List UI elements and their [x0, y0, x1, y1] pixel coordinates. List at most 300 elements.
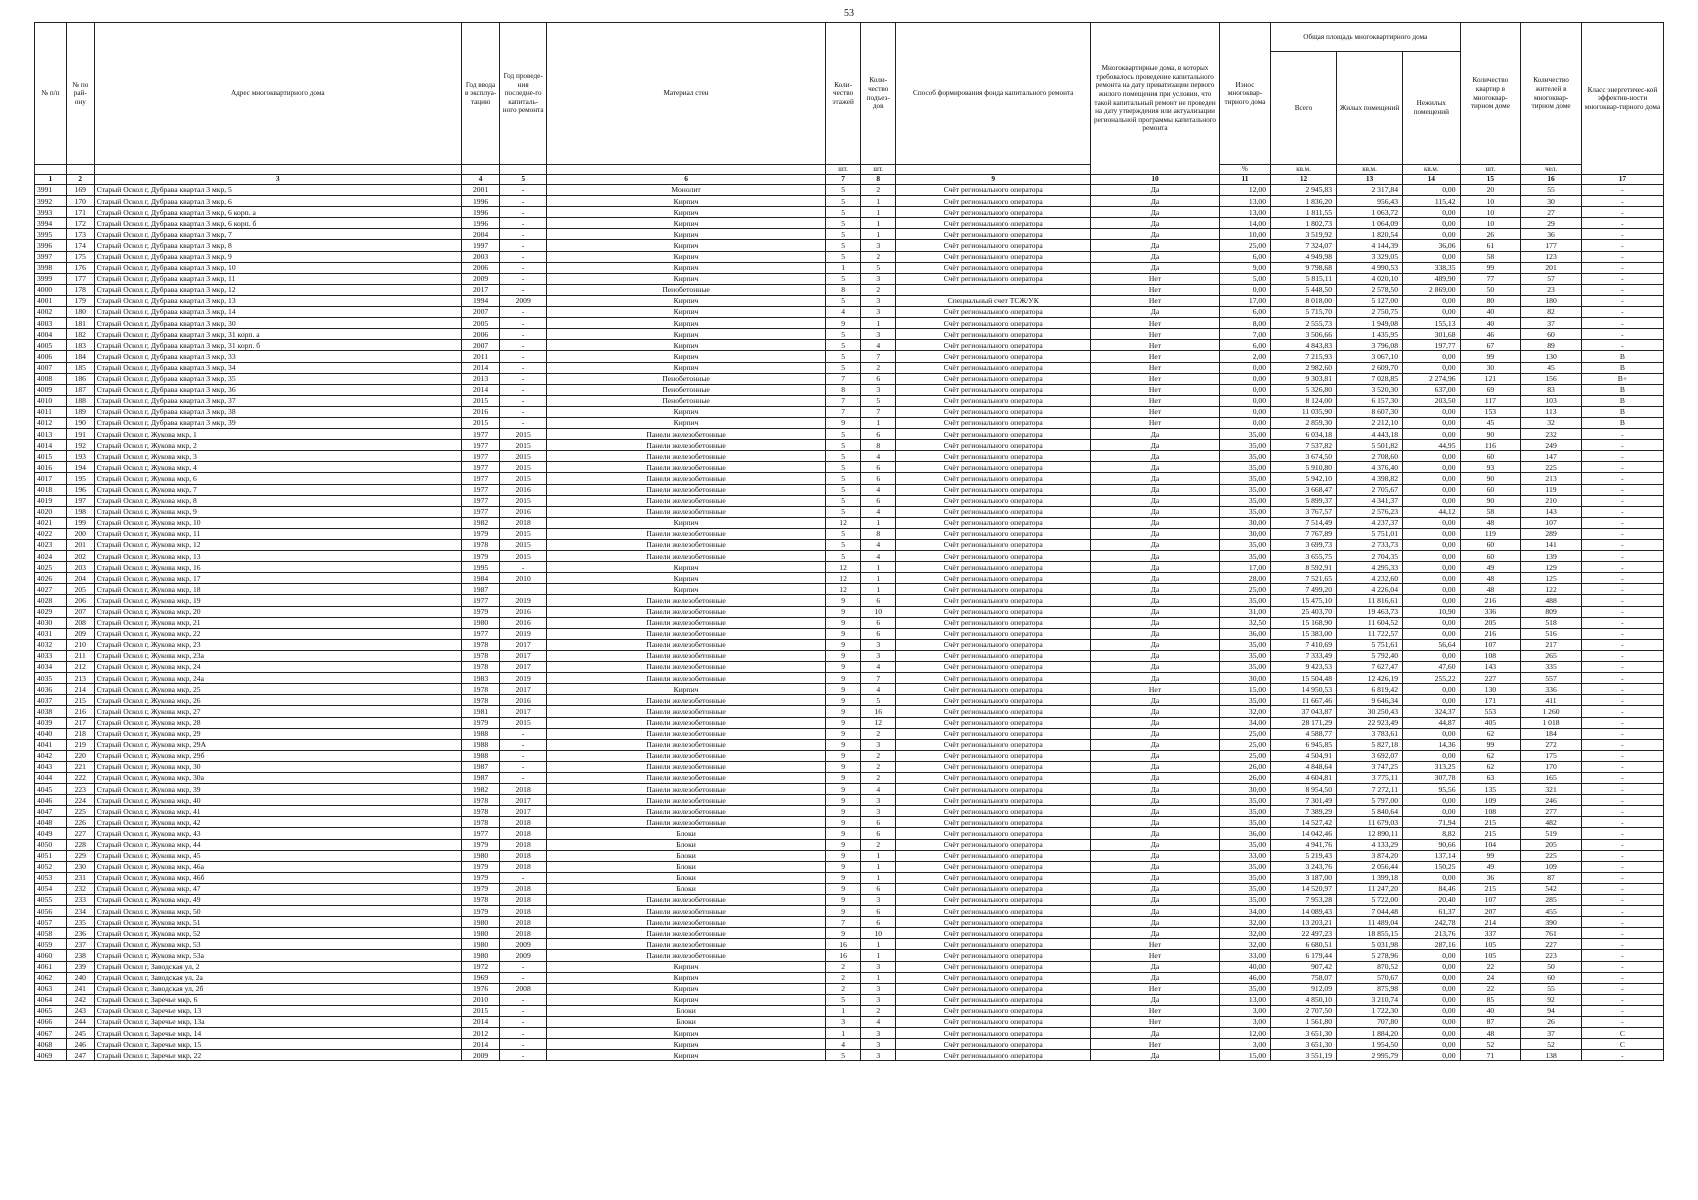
cell-fund-method: Счёт регионального оператора — [896, 240, 1091, 251]
cell-wall-material: Панели железобетонные — [547, 895, 826, 906]
cell-energy-class: - — [1581, 795, 1663, 806]
cell-apartments: 40 — [1460, 307, 1521, 318]
cell-floors: 9 — [826, 595, 861, 606]
cell-year-built: 2016 — [461, 406, 499, 417]
cell-apartments: 215 — [1460, 883, 1521, 894]
cell-area-residential: 2 704,35 — [1337, 551, 1403, 562]
cell-year-built: 2006 — [461, 262, 499, 273]
cell-address: Старый Оскол г, Дубрава квартал 3 мкр, 6 корп. а — [94, 207, 461, 218]
cell-row-number: 4032 — [35, 639, 67, 650]
cell-floors: 1 — [826, 1005, 861, 1016]
cell-area-residential: 7 028,85 — [1337, 373, 1403, 384]
cell-energy-class: - — [1581, 506, 1663, 517]
cell-wear: 35,00 — [1219, 695, 1270, 706]
cell-energy-class: - — [1581, 462, 1663, 473]
cell-district-number: 179 — [66, 295, 94, 306]
cell-energy-class: - — [1581, 273, 1663, 284]
cell-floors: 5 — [826, 440, 861, 451]
cell-apartments: 24 — [1460, 972, 1521, 983]
cell-address: Старый Оскол г, Дубрава квартал 3 мкр, 39 — [94, 417, 461, 428]
cell-apartments: 214 — [1460, 917, 1521, 928]
cell-area-nonresidential: 0,00 — [1403, 795, 1461, 806]
cell-area-total: 1 836,20 — [1271, 196, 1337, 207]
cell-area-total: 14 042,46 — [1271, 828, 1337, 839]
cell-wall-material: Панели железобетонные — [547, 462, 826, 473]
cell-area-residential: 2 708,60 — [1337, 451, 1403, 462]
cell-area-total: 1 811,55 — [1271, 207, 1337, 218]
cell-apartments: 80 — [1460, 295, 1521, 306]
cell-energy-class: - — [1581, 928, 1663, 939]
cell-floors: 9 — [826, 828, 861, 839]
cell-wear: 25,00 — [1219, 240, 1270, 251]
cell-fund-method: Счёт регионального оператора — [896, 650, 1091, 661]
cell-address: Старый Оскол г, Жукова мкр, 29 — [94, 728, 461, 739]
cell-repair-required: Да — [1091, 628, 1220, 639]
cell-energy-class: - — [1581, 739, 1663, 750]
cell-address: Старый Оскол г, Жукова мкр, 6 — [94, 473, 461, 484]
cell-floors: 9 — [826, 806, 861, 817]
cell-district-number: 213 — [66, 673, 94, 684]
cell-area-nonresidential: 0,00 — [1403, 972, 1461, 983]
col-number: 9 — [896, 175, 1091, 185]
table-row — [35, 595, 1664, 606]
cell-area-total: 25 403,70 — [1271, 606, 1337, 617]
cell-area-nonresidential: 0,00 — [1403, 517, 1461, 528]
cell-area-nonresidential: 0,00 — [1403, 750, 1461, 761]
cell-apartments: 109 — [1460, 795, 1521, 806]
table-row — [35, 395, 1664, 406]
cell-entrances: 4 — [861, 451, 896, 462]
cell-floors: 9 — [826, 739, 861, 750]
cell-district-number: 239 — [66, 961, 94, 972]
cell-energy-class: - — [1581, 540, 1663, 551]
cell-energy-class: - — [1581, 750, 1663, 761]
cell-year-built: 2004 — [461, 229, 499, 240]
cell-floors: 7 — [826, 395, 861, 406]
cell-apartments: 46 — [1460, 329, 1521, 340]
cell-repair-required: Да — [1091, 861, 1220, 872]
cell-area-total: 7 953,28 — [1271, 895, 1337, 906]
cell-row-number: 4023 — [35, 540, 67, 551]
cell-repair-required: Да — [1091, 772, 1220, 783]
unit-empty — [94, 165, 461, 175]
cell-entrances: 3 — [861, 895, 896, 906]
cell-apartments: 22 — [1460, 983, 1521, 994]
cell-district-number: 180 — [66, 307, 94, 318]
cell-wall-material: Кирпич — [547, 362, 826, 373]
cell-wear: 5,00 — [1219, 273, 1270, 284]
cell-year-built: 1980 — [461, 950, 499, 961]
cell-wear: 30,00 — [1219, 673, 1270, 684]
cell-last-repair-year: - — [500, 761, 547, 772]
cell-area-nonresidential: 0,00 — [1403, 451, 1461, 462]
cell-apartments: 117 — [1460, 395, 1521, 406]
cell-fund-method: Счёт регионального оператора — [896, 340, 1091, 351]
cell-area-nonresidential: 255,22 — [1403, 673, 1461, 684]
cell-area-nonresidential: 0,00 — [1403, 417, 1461, 428]
cell-floors: 5 — [826, 351, 861, 362]
cell-area-total: 7 537,82 — [1271, 440, 1337, 451]
cell-area-residential: 2 733,73 — [1337, 540, 1403, 551]
cell-area-nonresidential: 71,94 — [1403, 817, 1461, 828]
cell-floors: 9 — [826, 850, 861, 861]
cell-year-built: 1977 — [461, 495, 499, 506]
cell-entrances: 6 — [861, 828, 896, 839]
cell-district-number: 175 — [66, 251, 94, 262]
cell-entrances: 6 — [861, 617, 896, 628]
cell-residents: 249 — [1521, 440, 1582, 451]
cell-area-nonresidential: 0,00 — [1403, 229, 1461, 240]
cell-repair-required: Да — [1091, 739, 1220, 750]
cell-district-number: 230 — [66, 861, 94, 872]
cell-row-number: 4031 — [35, 628, 67, 639]
cell-area-nonresidential: 137,14 — [1403, 850, 1461, 861]
cell-entrances: 8 — [861, 528, 896, 539]
cell-fund-method: Счёт регионального оператора — [896, 606, 1091, 617]
cell-last-repair-year: 2019 — [500, 595, 547, 606]
cell-wear: 32,00 — [1219, 917, 1270, 928]
cell-area-residential: 6 819,42 — [1337, 684, 1403, 695]
cell-apartments: 105 — [1460, 950, 1521, 961]
cell-district-number: 190 — [66, 417, 94, 428]
cell-energy-class: - — [1581, 451, 1663, 462]
cell-row-number: 4035 — [35, 673, 67, 684]
cell-apartments: 215 — [1460, 817, 1521, 828]
cell-residents: 516 — [1521, 628, 1582, 639]
cell-area-residential: 8 607,30 — [1337, 406, 1403, 417]
cell-address: Старый Оскол г, Жукова мкр, 52 — [94, 928, 461, 939]
cell-repair-required: Да — [1091, 562, 1220, 573]
cell-residents: 32 — [1521, 417, 1582, 428]
cell-last-repair-year: - — [500, 772, 547, 783]
cell-fund-method: Счёт регионального оператора — [896, 406, 1091, 417]
table-row — [35, 606, 1664, 617]
unit-empty — [35, 165, 67, 175]
cell-fund-method: Счёт регионального оператора — [896, 673, 1091, 684]
cell-residents: 542 — [1521, 883, 1582, 894]
cell-floors: 9 — [826, 318, 861, 329]
cell-area-nonresidential: 0,00 — [1403, 185, 1461, 196]
cell-last-repair-year: - — [500, 872, 547, 883]
cell-repair-required: Да — [1091, 839, 1220, 850]
cell-year-built: 2014 — [461, 1017, 499, 1028]
cell-area-nonresidential: 20,40 — [1403, 895, 1461, 906]
cell-year-built: 1978 — [461, 662, 499, 673]
cell-energy-class: - — [1581, 307, 1663, 318]
cell-energy-class: - — [1581, 695, 1663, 706]
cell-area-total: 14 950,53 — [1271, 684, 1337, 695]
cell-repair-required: Нет — [1091, 373, 1220, 384]
cell-area-residential: 4 232,60 — [1337, 573, 1403, 584]
table-row — [35, 806, 1664, 817]
cell-last-repair-year: 2018 — [500, 784, 547, 795]
cell-repair-required: Да — [1091, 806, 1220, 817]
cell-district-number: 240 — [66, 972, 94, 983]
cell-fund-method: Счёт регионального оператора — [896, 784, 1091, 795]
cell-address: Старый Оскол г, Жукова мкр, 17 — [94, 573, 461, 584]
cell-entrances: 6 — [861, 883, 896, 894]
cell-fund-method: Счёт регионального оператора — [896, 750, 1091, 761]
cell-residents: 82 — [1521, 307, 1582, 318]
cell-residents: 272 — [1521, 739, 1582, 750]
cell-address: Старый Оскол г, Жукова мкр, 24 — [94, 662, 461, 673]
cell-address: Старый Оскол г, Жукова мкр, 16 — [94, 562, 461, 573]
cell-area-nonresidential: 0,00 — [1403, 1039, 1461, 1050]
cell-address: Старый Оскол г, Дубрава квартал 3 мкр, 10 — [94, 262, 461, 273]
cell-area-total: 4 843,83 — [1271, 340, 1337, 351]
cell-last-repair-year: 2016 — [500, 617, 547, 628]
cell-residents: 50 — [1521, 961, 1582, 972]
cell-floors: 9 — [826, 628, 861, 639]
cell-residents: 30 — [1521, 196, 1582, 207]
cell-district-number: 176 — [66, 262, 94, 273]
cell-year-built: 1987 — [461, 761, 499, 772]
cell-floors: 4 — [826, 1039, 861, 1050]
cell-fund-method: Счёт регионального оператора — [896, 251, 1091, 262]
cell-entrances: 1 — [861, 318, 896, 329]
cell-area-residential: 4 133,29 — [1337, 839, 1403, 850]
cell-energy-class: - — [1581, 872, 1663, 883]
cell-floors: 5 — [826, 528, 861, 539]
cell-fund-method: Счёт регионального оператора — [896, 728, 1091, 739]
cell-repair-required: Да — [1091, 262, 1220, 273]
cell-wall-material: Панели железобетонные — [547, 706, 826, 717]
cell-entrances: 3 — [861, 384, 896, 395]
cell-year-built: 1987 — [461, 584, 499, 595]
cell-area-total: 22 497,23 — [1271, 928, 1337, 939]
cell-apartments: 67 — [1460, 340, 1521, 351]
cell-year-built: 2001 — [461, 185, 499, 196]
cell-last-repair-year: - — [500, 1017, 547, 1028]
cell-last-repair-year: - — [500, 307, 547, 318]
cell-apartments: 93 — [1460, 462, 1521, 473]
cell-fund-method: Счёт регионального оператора — [896, 384, 1091, 395]
cell-residents: 37 — [1521, 318, 1582, 329]
cell-area-nonresidential: 0,00 — [1403, 251, 1461, 262]
cell-fund-method: Счёт регионального оператора — [896, 1028, 1091, 1039]
cell-wall-material: Кирпич — [547, 262, 826, 273]
cell-year-built: 1980 — [461, 617, 499, 628]
table-row — [35, 517, 1664, 528]
cell-area-total: 8 124,00 — [1271, 395, 1337, 406]
cell-district-number: 184 — [66, 351, 94, 362]
cell-energy-class: - — [1581, 817, 1663, 828]
cell-floors: 16 — [826, 950, 861, 961]
cell-entrances: 2 — [861, 839, 896, 850]
cell-district-number: 169 — [66, 185, 94, 196]
cell-area-nonresidential: 338,35 — [1403, 262, 1461, 273]
table-row — [35, 961, 1664, 972]
cell-area-total: 7 301,49 — [1271, 795, 1337, 806]
cell-fund-method: Счёт регионального оператора — [896, 717, 1091, 728]
cell-residents: 37 — [1521, 1028, 1582, 1039]
cell-area-total: 6 034,18 — [1271, 429, 1337, 440]
cell-area-residential: 19 463,73 — [1337, 606, 1403, 617]
cell-area-residential: 3 692,07 — [1337, 750, 1403, 761]
cell-wall-material: Панели железобетонные — [547, 750, 826, 761]
cell-residents: 1 260 — [1521, 706, 1582, 717]
cell-energy-class: - — [1581, 983, 1663, 994]
cell-wall-material: Панели железобетонные — [547, 817, 826, 828]
cell-residents: 321 — [1521, 784, 1582, 795]
cell-address: Старый Оскол г, Дубрава квартал 3 мкр, 13 — [94, 295, 461, 306]
cell-repair-required: Да — [1091, 828, 1220, 839]
cell-residents: 390 — [1521, 917, 1582, 928]
cell-last-repair-year: 2018 — [500, 928, 547, 939]
cell-area-residential: 3 067,10 — [1337, 351, 1403, 362]
cell-last-repair-year: 2018 — [500, 861, 547, 872]
cell-apartments: 171 — [1460, 695, 1521, 706]
cell-year-built: 1988 — [461, 728, 499, 739]
cell-energy-class: - — [1581, 1050, 1663, 1061]
col-number: 1 — [35, 175, 67, 185]
cell-address: Старый Оскол г, Дубрава квартал 3 мкр, 31 корп. б — [94, 340, 461, 351]
cell-fund-method: Счёт регионального оператора — [896, 861, 1091, 872]
cell-year-built: 2013 — [461, 373, 499, 384]
cell-fund-method: Счёт регионального оператора — [896, 484, 1091, 495]
cell-area-total: 9 423,53 — [1271, 662, 1337, 673]
cell-energy-class: - — [1581, 839, 1663, 850]
cell-energy-class: B — [1581, 417, 1663, 428]
cell-area-residential: 4 443,18 — [1337, 429, 1403, 440]
cell-wear: 2,00 — [1219, 351, 1270, 362]
cell-district-number: 173 — [66, 229, 94, 240]
cell-address: Старый Оскол г, Жукова мкр, 19 — [94, 595, 461, 606]
cell-entrances: 3 — [861, 795, 896, 806]
cell-area-residential: 3 874,20 — [1337, 850, 1403, 861]
cell-fund-method: Счёт регионального оператора — [896, 806, 1091, 817]
cell-apartments: 50 — [1460, 284, 1521, 295]
cell-energy-class: B — [1581, 362, 1663, 373]
cell-fund-method: Счёт регионального оператора — [896, 950, 1091, 961]
cell-area-residential: 4 376,40 — [1337, 462, 1403, 473]
cell-area-residential: 7 044,48 — [1337, 906, 1403, 917]
cell-year-built: 2015 — [461, 395, 499, 406]
cell-energy-class: - — [1581, 673, 1663, 684]
unit-apartments: шт. — [1460, 165, 1521, 175]
cell-residents: 107 — [1521, 517, 1582, 528]
cell-area-residential: 11 489,04 — [1337, 917, 1403, 928]
cell-energy-class: - — [1581, 606, 1663, 617]
cell-address: Старый Оскол г, Дубрава квартал 3 мкр, 11 — [94, 273, 461, 284]
cell-area-total: 7 514,49 — [1271, 517, 1337, 528]
cell-area-total: 7 499,20 — [1271, 584, 1337, 595]
cell-wear: 25,00 — [1219, 750, 1270, 761]
cell-energy-class: - — [1581, 584, 1663, 595]
cell-energy-class: - — [1581, 551, 1663, 562]
cell-wall-material: Кирпич — [547, 573, 826, 584]
table-row — [35, 717, 1664, 728]
cell-entrances: 6 — [861, 473, 896, 484]
cell-area-total: 5 815,11 — [1271, 273, 1337, 284]
cell-energy-class: - — [1581, 218, 1663, 229]
cell-residents: 103 — [1521, 395, 1582, 406]
cell-apartments: 553 — [1460, 706, 1521, 717]
cell-wear: 35,00 — [1219, 861, 1270, 872]
cell-repair-required: Нет — [1091, 351, 1220, 362]
cell-district-number: 189 — [66, 406, 94, 417]
cell-area-residential: 6 157,30 — [1337, 395, 1403, 406]
cell-floors: 5 — [826, 218, 861, 229]
cell-last-repair-year: 2015 — [500, 451, 547, 462]
cell-address: Старый Оскол г, Дубрава квартал 3 мкр, 8 — [94, 240, 461, 251]
cell-floors: 9 — [826, 684, 861, 695]
cell-row-number: 4039 — [35, 717, 67, 728]
cell-row-number: 3996 — [35, 240, 67, 251]
cell-district-number: 214 — [66, 684, 94, 695]
cell-area-residential: 3 796,08 — [1337, 340, 1403, 351]
cell-area-nonresidential: 0,00 — [1403, 950, 1461, 961]
cell-last-repair-year: - — [500, 562, 547, 573]
table-row — [35, 1017, 1664, 1028]
cell-area-total: 3 767,57 — [1271, 506, 1337, 517]
cell-apartments: 119 — [1460, 528, 1521, 539]
table-row — [35, 451, 1664, 462]
table-row — [35, 695, 1664, 706]
cell-address: Старый Оскол г, Дубрава квартал 3 мкр, 35 — [94, 373, 461, 384]
cell-energy-class: C — [1581, 1039, 1663, 1050]
cell-area-residential: 1 435,95 — [1337, 329, 1403, 340]
cell-energy-class: - — [1581, 1017, 1663, 1028]
cell-wear: 3,00 — [1219, 1005, 1270, 1016]
cell-residents: 225 — [1521, 462, 1582, 473]
cell-last-repair-year: - — [500, 196, 547, 207]
table-row — [35, 406, 1664, 417]
cell-wear: 17,00 — [1219, 562, 1270, 573]
cell-fund-method: Счёт регионального оператора — [896, 196, 1091, 207]
cell-residents: 119 — [1521, 484, 1582, 495]
table-row — [35, 994, 1664, 1005]
cell-area-residential: 9 646,34 — [1337, 695, 1403, 706]
cell-address: Старый Оскол г, Жукова мкр, 53 — [94, 939, 461, 950]
cell-address: Старый Оскол г, Заречье мкр, 15 — [94, 1039, 461, 1050]
cell-wall-material: Панели железобетонные — [547, 806, 826, 817]
cell-apartments: 143 — [1460, 662, 1521, 673]
cell-area-nonresidential: 0,00 — [1403, 573, 1461, 584]
table-row — [35, 983, 1664, 994]
cell-area-nonresidential: 56,64 — [1403, 639, 1461, 650]
cell-area-nonresidential: 0,00 — [1403, 650, 1461, 661]
cell-address: Старый Оскол г, Жукова мкр, 24а — [94, 673, 461, 684]
col-number: 3 — [94, 175, 461, 185]
cell-row-number: 4069 — [35, 1050, 67, 1061]
col-number: 15 — [1460, 175, 1521, 185]
cell-row-number: 4018 — [35, 484, 67, 495]
cell-floors: 9 — [826, 861, 861, 872]
cell-wall-material: Панели железобетонные — [547, 739, 826, 750]
cell-wear: 17,00 — [1219, 295, 1270, 306]
cell-apartments: 116 — [1460, 440, 1521, 451]
cell-residents: 223 — [1521, 950, 1582, 961]
cell-area-residential: 1 722,30 — [1337, 1005, 1403, 1016]
cell-apartments: 227 — [1460, 673, 1521, 684]
cell-year-built: 1995 — [461, 562, 499, 573]
cell-district-number: 210 — [66, 639, 94, 650]
col-header-row-number: № п/п — [35, 23, 67, 165]
cell-wall-material: Кирпич — [547, 994, 826, 1005]
cell-fund-method: Счёт регионального оператора — [896, 273, 1091, 284]
cell-energy-class: - — [1581, 251, 1663, 262]
cell-wall-material: Монолит — [547, 185, 826, 196]
cell-last-repair-year: - — [500, 185, 547, 196]
cell-energy-class: B — [1581, 406, 1663, 417]
cell-repair-required: Да — [1091, 473, 1220, 484]
cell-row-number: 4033 — [35, 650, 67, 661]
cell-energy-class: - — [1581, 662, 1663, 673]
cell-address: Старый Оскол г, Жукова мкр, 44 — [94, 839, 461, 850]
cell-row-number: 4004 — [35, 329, 67, 340]
cell-floors: 5 — [826, 273, 861, 284]
